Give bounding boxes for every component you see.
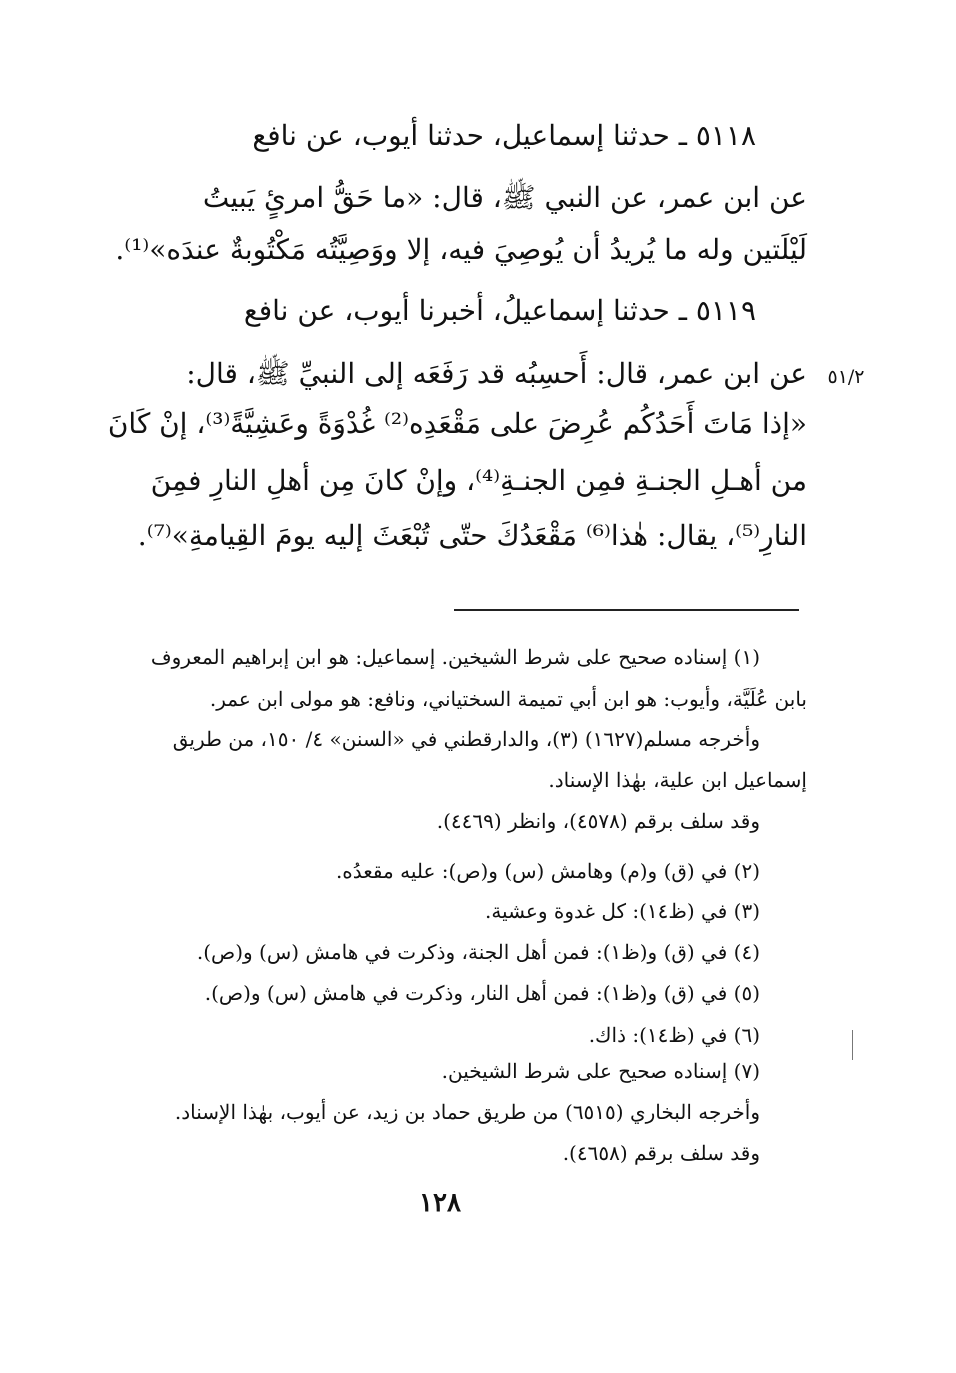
footnote-separator — [454, 609, 799, 611]
footnote-7-line-3: وقد سلف برقم (٤٦٥٨). — [562, 1141, 760, 1165]
hadith-5119-line-3: من أهـلِ الجنـةِ فمِن الجنـةِ⁽⁴⁾، وإنْ كانَ مِن أهلِ النارِ فمِنَ — [150, 464, 807, 497]
footnote-5: (٥) في (ق) و(ظ١): فمن أهل النار، وذكرت في هامش (س) و(ص). — [204, 981, 760, 1005]
hadith-5118-isnad: ٥١١٨ ـ حدثنا إسماعيل، حدثنا أيوب، عن نافع — [252, 119, 756, 152]
footnote-1-line-3: وأخرجه مسلم(١٦٢٧) (٣)، والدارقطني في «السنن» ٤/ ١٥٠، من طريق — [172, 727, 760, 751]
margin-volume-page-note: ٥١/٢ — [827, 366, 865, 388]
footnote-1-line-1: (١) إسناده صحيح على شرط الشيخين. إسماعيل: هو ابن إبراهيم المعروف — [150, 645, 760, 669]
hadith-5118-line-2: لَيْلَتين وله ما يُريدُ أن يُوصِيَ فيه، إلا ووَصِيَّتُه مَكْتُوبةٌ عندَه»⁽¹⁾. — [115, 233, 807, 266]
hadith-5118-line-1: عن ابن عمر، عن النبي ﷺ، قال: «ما حَقُّ امرئٍ يَبيتُ — [202, 181, 807, 214]
hadith-5119-line-4: النارِ⁽⁵⁾، يقال: هٰذا⁽⁶⁾ مَقْعَدُكَ حتّى تُبْعَثَ إليه يومَ القِيامةِ»⁽⁷⁾. — [137, 519, 807, 552]
footnote-1-line-5: وقد سلف برقم (٤٥٧٨)، وانظر (٤٤٦٩). — [436, 809, 760, 833]
hadith-5119-line-1: عن ابن عمر، قال: أَحسِبُه قد رَفَعَه إلى النبيِّ ﷺ، قال: — [186, 357, 807, 390]
footnote-7: (٧) إسناده صحيح على شرط الشيخين. — [441, 1059, 760, 1083]
margin-mark — [852, 1030, 854, 1060]
hadith-5119-isnad: ٥١١٩ ـ حدثنا إسماعيلُ، أخبرنا أيوب، عن نافع — [243, 294, 756, 327]
footnote-1-line-2: بابن عُلَيَّة، وأيوب: هو ابن أبي تميمة السختياني، ونافع: هو مولى ابن عمر. — [209, 687, 807, 711]
footnote-1-line-4: إسماعيل ابن علية، بهٰذا الإسناد. — [548, 768, 807, 792]
footnote-7-line-2: وأخرجه البخاري (٦٥١٥) من طريق حماد بن زيد، عن أيوب، بهٰذا الإسناد. — [174, 1100, 760, 1124]
footnote-4: (٤) في (ق) و(ظ١): فمن أهل الجنة، وذكرت في هامش (س) و(ص). — [196, 940, 760, 964]
page-number: ١٢٨ — [419, 1188, 461, 1218]
footnote-3: (٣) في (ظ١٤): كل غدوة وعشية. — [484, 899, 760, 923]
footnote-6: (٦) في (ظ١٤): ذاك. — [588, 1023, 760, 1047]
hadith-5119-line-2: «إذا مَاتَ أَحَدُكُم عُرِضَ على مَقْعَدِه⁽²⁾ غُدْوَةً وعَشِيَّةً⁽³⁾، إنْ كَانَ — [107, 407, 807, 440]
footnote-2: (٢) في (ق) و(م) وهامش (س) و(ص): عليه مقعدُه. — [335, 859, 760, 883]
